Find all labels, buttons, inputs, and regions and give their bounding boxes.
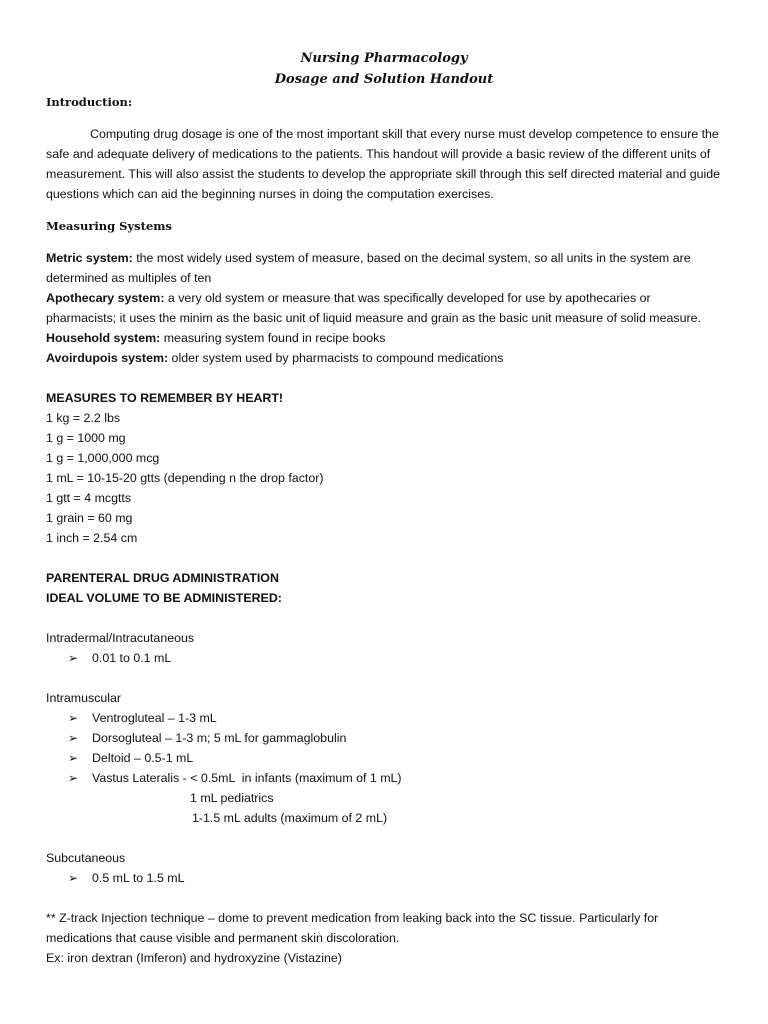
measure-item: 1 kg = 2.2 lbs (46, 411, 121, 425)
subcutaneous-heading: Subcutaneous (46, 851, 126, 865)
avoirdupois-system-term: Avoirdupois system: (46, 351, 169, 365)
handout-page (46, 48, 722, 968)
arrowhead-bullet-icon: ➢ (68, 651, 79, 665)
list-item-text: Dorsogluteal – 1-3 m; 5 mL for gammaglobulin (92, 731, 347, 745)
avoirdupois-system-entry (46, 348, 722, 368)
ztrack-note: ** Z-track Injection technique – dome to prevent medication from leaking back into the SC tissue. Particularly for medications that cause visible and permanent skin discoloration. (46, 911, 659, 945)
list-item-text: Ventrogluteal – 1-3 mL (92, 711, 217, 725)
vastus-pediatrics-line: 1 mL pediatrics (190, 791, 274, 805)
list-item (46, 748, 722, 768)
arrowhead-bullet-icon: ➢ (68, 711, 79, 725)
arrowhead-bullet-icon: ➢ (68, 771, 79, 785)
measuring-systems-heading: Measuring Systems (46, 219, 172, 233)
measure-item: 1 g = 1000 mg (46, 431, 126, 445)
measure-item: 1 g = 1,000,000 mcg (46, 451, 160, 465)
list-item (46, 728, 722, 748)
measure-item: 1 inch = 2.54 cm (46, 531, 138, 545)
ideal-volume-heading: IDEAL VOLUME TO BE ADMINISTERED: (46, 591, 282, 605)
household-system-entry (46, 328, 722, 348)
introduction-heading: Introduction: (46, 95, 133, 109)
list-item (46, 708, 722, 728)
list-item-text: Vastus Lateralis - < 0.5mL in infants (maximum of 1 mL) (92, 771, 402, 785)
arrowhead-bullet-icon: ➢ (68, 871, 79, 885)
measure-item: 1 gtt = 4 mcgtts (46, 491, 132, 505)
arrowhead-bullet-icon: ➢ (68, 731, 79, 745)
list-item-text: 0.5 mL to 1.5 mL (92, 871, 185, 885)
metric-system-entry (46, 248, 722, 288)
list-item (46, 868, 722, 888)
title-line-2: Dosage and Solution Handout (274, 72, 494, 87)
apothecary-system-entry (46, 288, 722, 328)
intradermal-heading: Intradermal/Intracutaneous (46, 631, 195, 645)
avoirdupois-system-text: older system used by pharmacists to compound medications (168, 351, 504, 365)
household-system-text: measuring system found in recipe books (160, 331, 386, 345)
intramuscular-heading: Intramuscular (46, 691, 122, 705)
apothecary-system-text: a very old system or measure that was specifically developed for use by apothecaries or pharmacists; it uses the minim as the basic unit of liquid measure and grain as the basic unit measure of solid measure. (46, 291, 701, 325)
list-item (46, 768, 722, 788)
introduction-paragraph: Computing drug dosage is one of the most important skill that every nurse must develop competence to ensure the safe and adequate delivery of medications to the patients. This handout will provide a basic review of the different units of measurement. This will also assist the students to develop the appropriate skill through this self directed material and guide questions which can aid the beginning nurses in doing the computation exercises. (46, 127, 721, 201)
title-line-1: Nursing Pharmacology (300, 51, 468, 66)
list-item (46, 648, 722, 668)
measure-item: 1 mL = 10-15-20 gtts (depending n the drop factor) (46, 471, 324, 485)
vastus-adults-line: 1-1.5 mL adults (maximum of 2 mL) (192, 811, 388, 825)
parenteral-heading: PARENTERAL DRUG ADMINISTRATION (46, 571, 279, 585)
apothecary-system-term: Apothecary system: (46, 291, 165, 305)
household-system-term: Household system: (46, 331, 161, 345)
arrowhead-bullet-icon: ➢ (68, 751, 79, 765)
ztrack-example: Ex: iron dextran (Imferon) and hydroxyzine (Vistazine) (46, 951, 342, 965)
measure-item: 1 grain = 60 mg (46, 511, 133, 525)
list-item-text: Deltoid – 0.5-1 mL (92, 751, 194, 765)
metric-system-term: Metric system: (46, 251, 133, 265)
list-item-text: 0.01 to 0.1 mL (92, 651, 172, 665)
measures-heading: MEASURES TO REMEMBER BY HEART! (46, 391, 284, 405)
metric-system-text: the most widely used system of measure, based on the decimal system, so all units in the system are determined as multiples of ten (46, 251, 691, 285)
